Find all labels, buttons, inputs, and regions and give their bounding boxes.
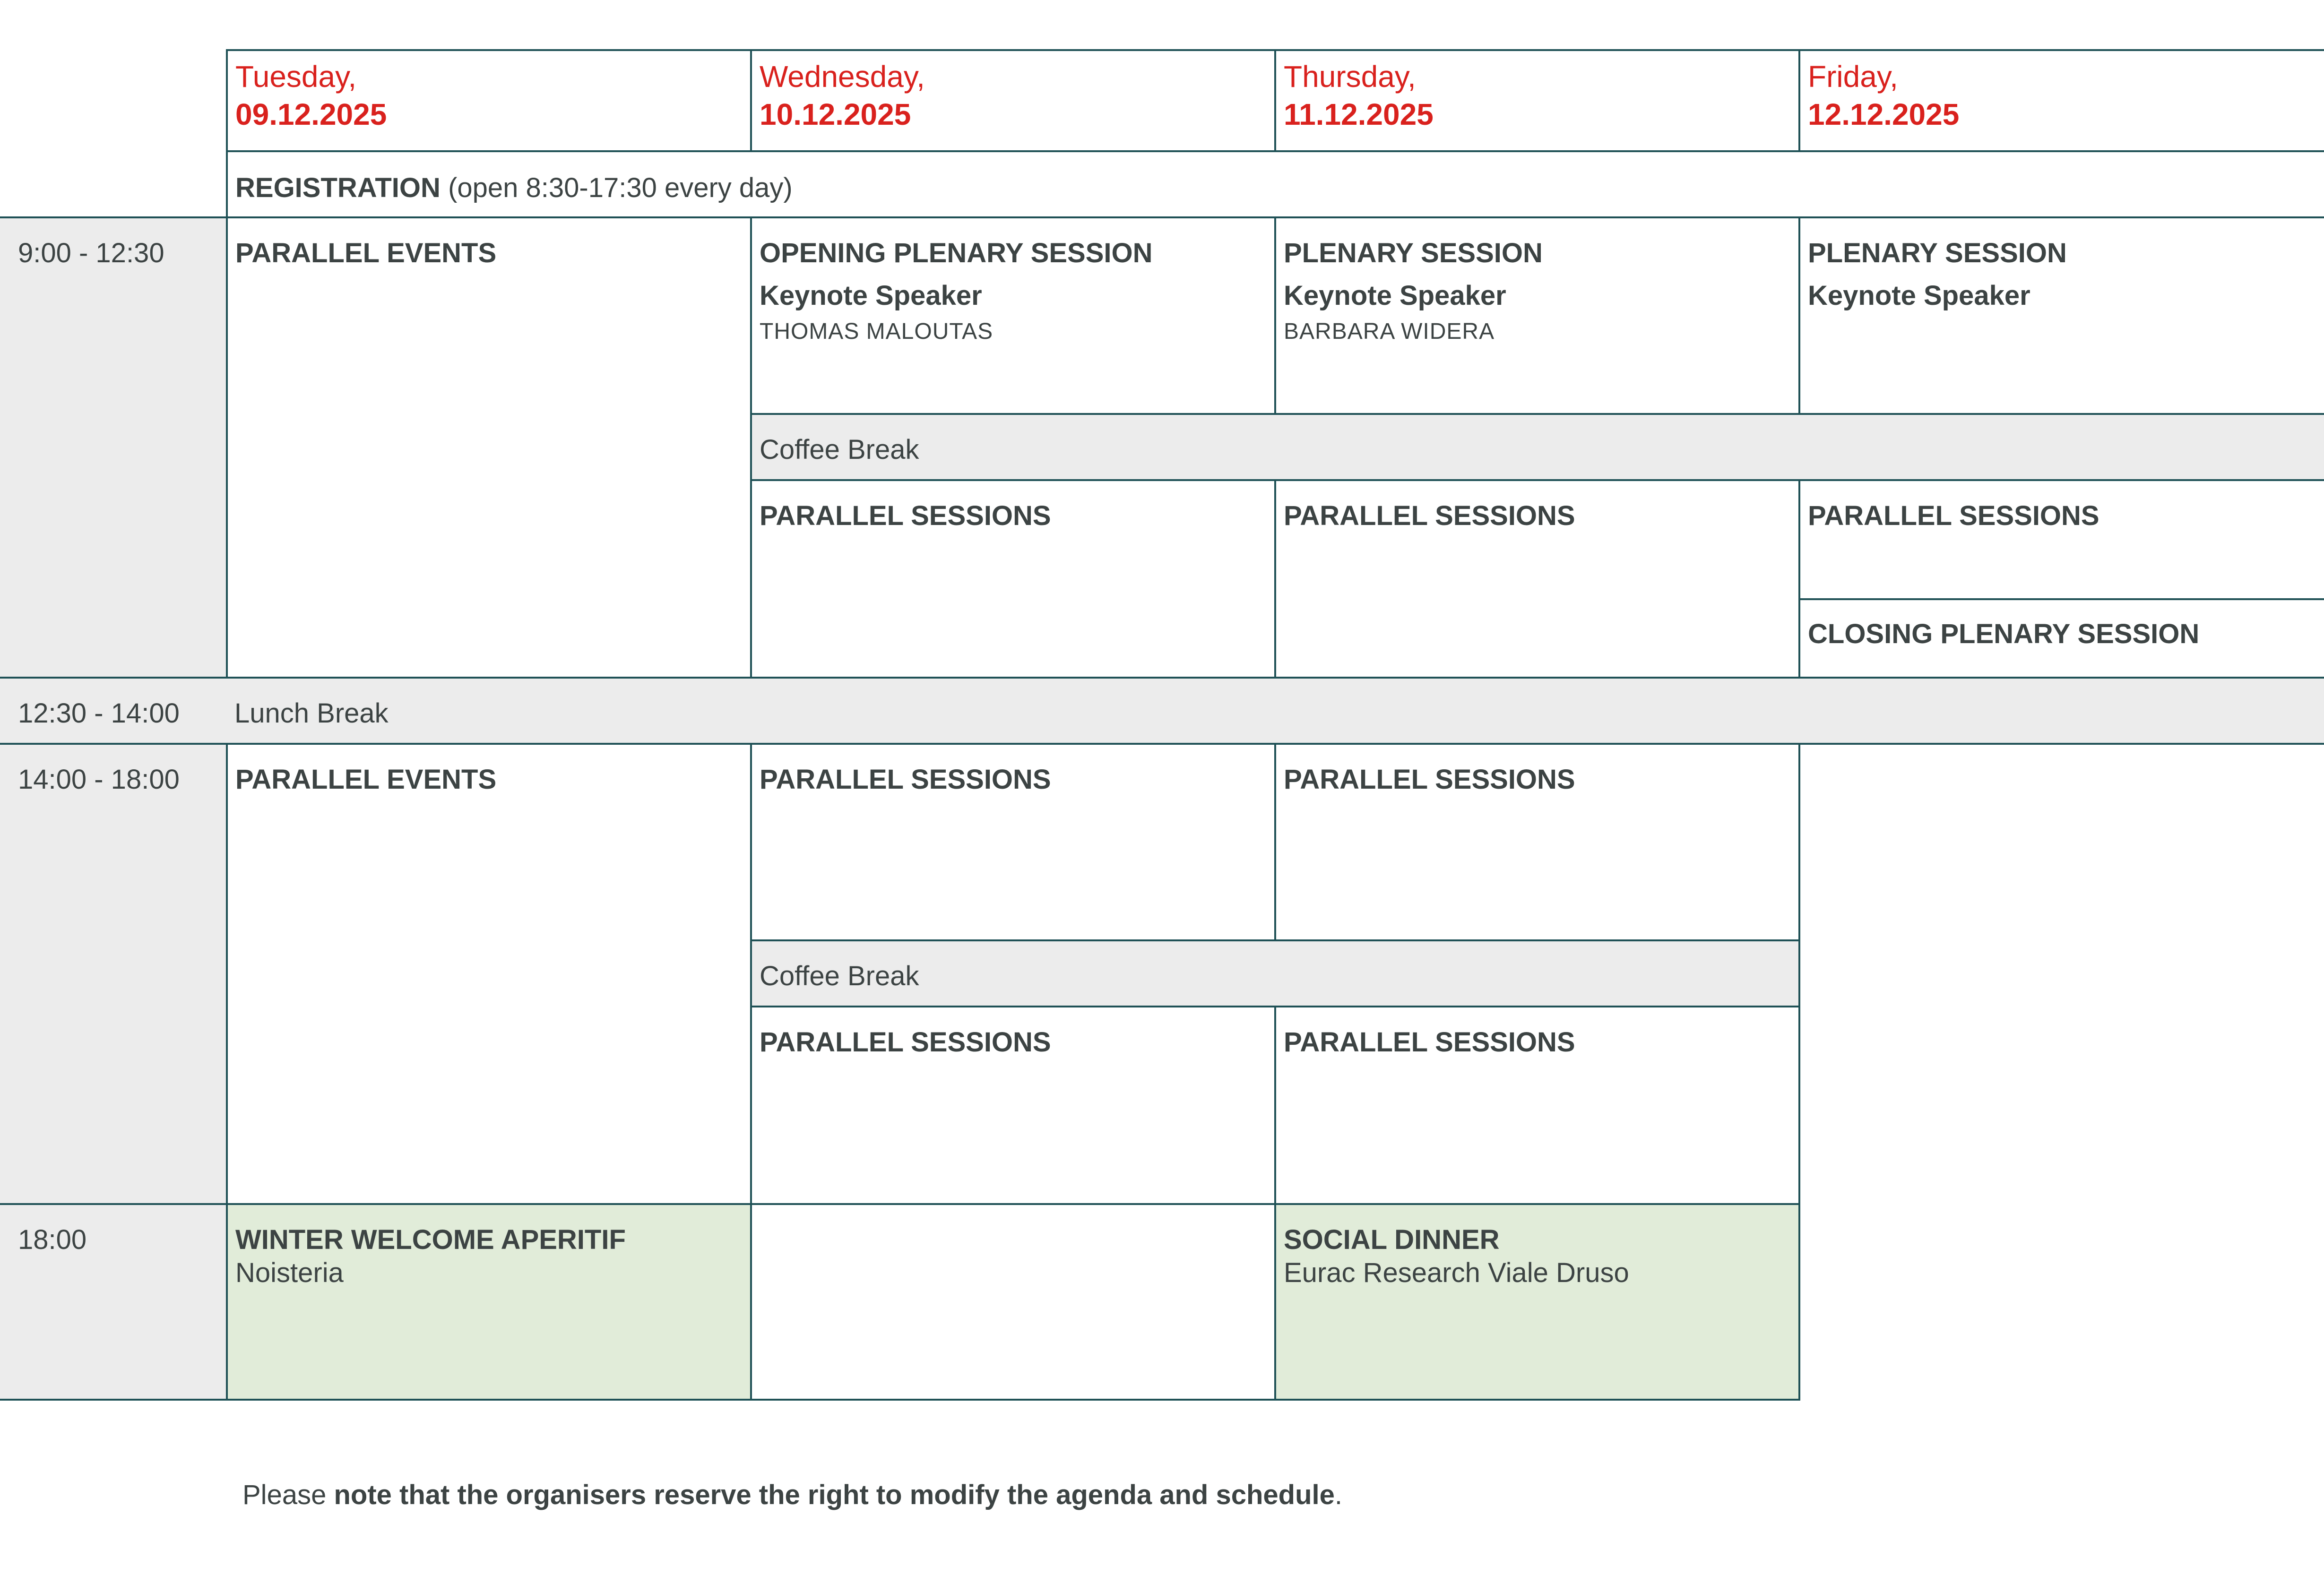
wed-afternoon-parallel-2: PARALLEL SESSIONS [750,1006,1276,1205]
day-name: Tuesday, [235,60,357,94]
wed-opening-plenary: OPENING PLENARY SESSION Keynote Speaker THOMAS MALOUTAS [750,216,1276,415]
day-date: 11.12.2025 [1284,97,1434,131]
day-name: Friday, [1808,60,1898,94]
header-friday [1798,49,2324,152]
time-morning: 9:00 - 12:30 [0,216,228,679]
wed-afternoon-parallel-1: PARALLEL SESSIONS [750,743,1276,941]
day-date: 12.12.2025 [1808,97,1960,131]
thu-afternoon-parallel-2: PARALLEL SESSIONS [1274,1006,1800,1205]
registration-note: (open 8:30-17:30 every day) [448,172,793,203]
wed-evening-empty [750,1203,1276,1401]
fri-closing-plenary: CLOSING PLENARY SESSION [1798,598,2324,679]
lunch-label: Lunch Break [234,698,389,729]
header-thursday [1274,49,1800,152]
time-lunch: 12:30 - 14:00 [18,698,180,729]
wed-morning-parallel: PARALLEL SESSIONS [750,479,1276,679]
day-date: 10.12.2025 [760,97,911,131]
day-date: 09.12.2025 [235,97,387,131]
afternoon-coffee-break: Coffee Break [750,939,1800,1007]
thu-social-dinner: SOCIAL DINNER Eurac Research Viale Druso [1274,1203,1800,1401]
day-name: Thursday, [1284,60,1416,94]
header-tuesday [226,49,752,152]
tue-morning-parallel-events: PARALLEL EVENTS [226,216,752,679]
header-wednesday [750,49,1276,152]
time-afternoon: 14:00 - 18:00 [0,743,228,1205]
lunch-row [0,677,2324,745]
thu-morning-parallel: PARALLEL SESSIONS [1274,479,1800,679]
registration-row [226,150,2324,218]
morning-coffee-break: Coffee Break [750,413,2324,481]
tue-welcome-aperitif: WINTER WELCOME APERITIF Noisteria [226,1203,752,1401]
fri-morning-parallel: PARALLEL SESSIONS [1798,479,2324,600]
thu-afternoon-parallel-1: PARALLEL SESSIONS [1274,743,1800,941]
thu-plenary: PLENARY SESSION Keynote Speaker BARBARA WIDERA [1274,216,1800,415]
fri-plenary: PLENARY SESSION Keynote Speaker [1798,216,2324,415]
day-name: Wednesday, [760,60,925,94]
registration-label: REGISTRATION [235,172,441,203]
time-evening: 18:00 [0,1203,228,1401]
tue-afternoon-parallel-events: PARALLEL EVENTS [226,743,752,1205]
footer-note: Please note that the organisers reserve the right to modify the agenda and schedule. [242,1480,1343,1510]
